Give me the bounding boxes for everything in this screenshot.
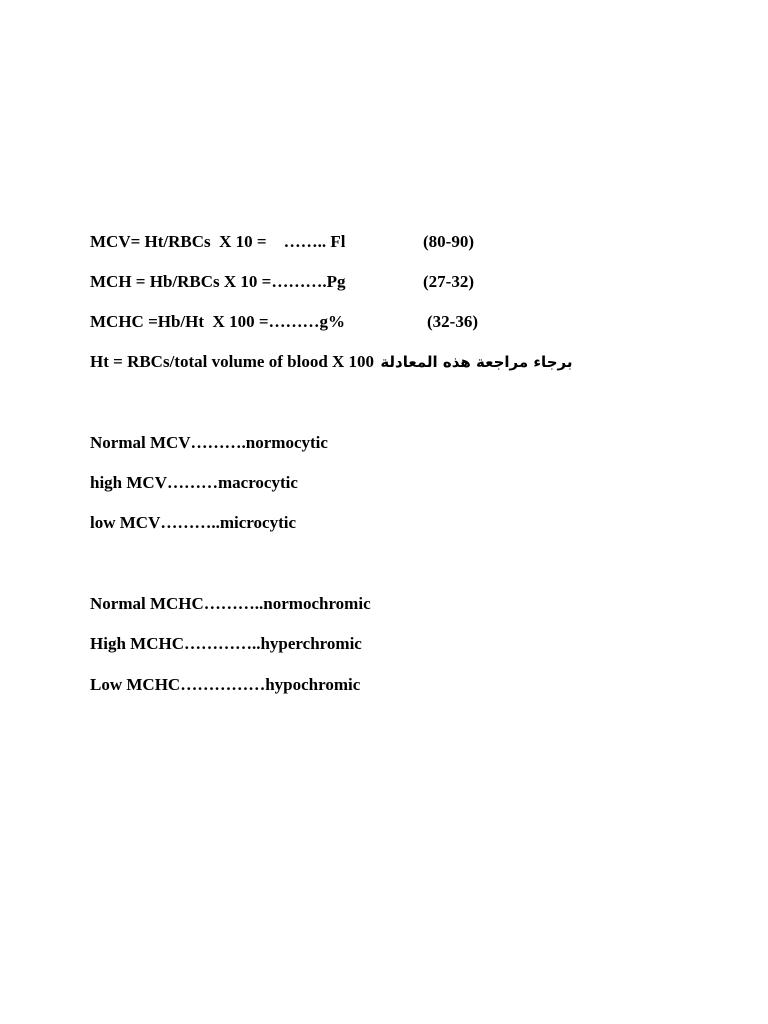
mchc-formula: MCHC =Hb/Ht X 100 =………g% bbox=[90, 312, 346, 331]
mcv-formula: MCV= Ht/RBCs X 10 = …….. Fl bbox=[90, 232, 346, 251]
ht-formula-line bbox=[90, 352, 572, 372]
mcv-class-normal: Normal MCV……….normocytic bbox=[90, 433, 328, 452]
mchc-class-high: High MCHC…………..hyperchromic bbox=[90, 634, 362, 653]
mch-reference-range: (27-32) bbox=[423, 272, 474, 291]
mcv-class-low: low MCV………..microcytic bbox=[90, 513, 296, 532]
mcv-reference-range: (80-90) bbox=[423, 232, 474, 251]
mchc-reference-range: (32-36) bbox=[427, 312, 478, 331]
mch-formula: MCH = Hb/RBCs X 10 =……….Pg bbox=[90, 272, 346, 291]
mchc-class-low: Low MCHC……………hypochromic bbox=[90, 675, 361, 694]
ht-arabic-note: برجاء مراجعة هذه المعادلة bbox=[380, 353, 573, 371]
mcv-class-high: high MCV………macrocytic bbox=[90, 473, 298, 492]
mchc-class-normal: Normal MCHC………..normochromic bbox=[90, 594, 371, 613]
ht-formula: Ht = RBCs/total volume of blood X 100 bbox=[90, 352, 379, 371]
